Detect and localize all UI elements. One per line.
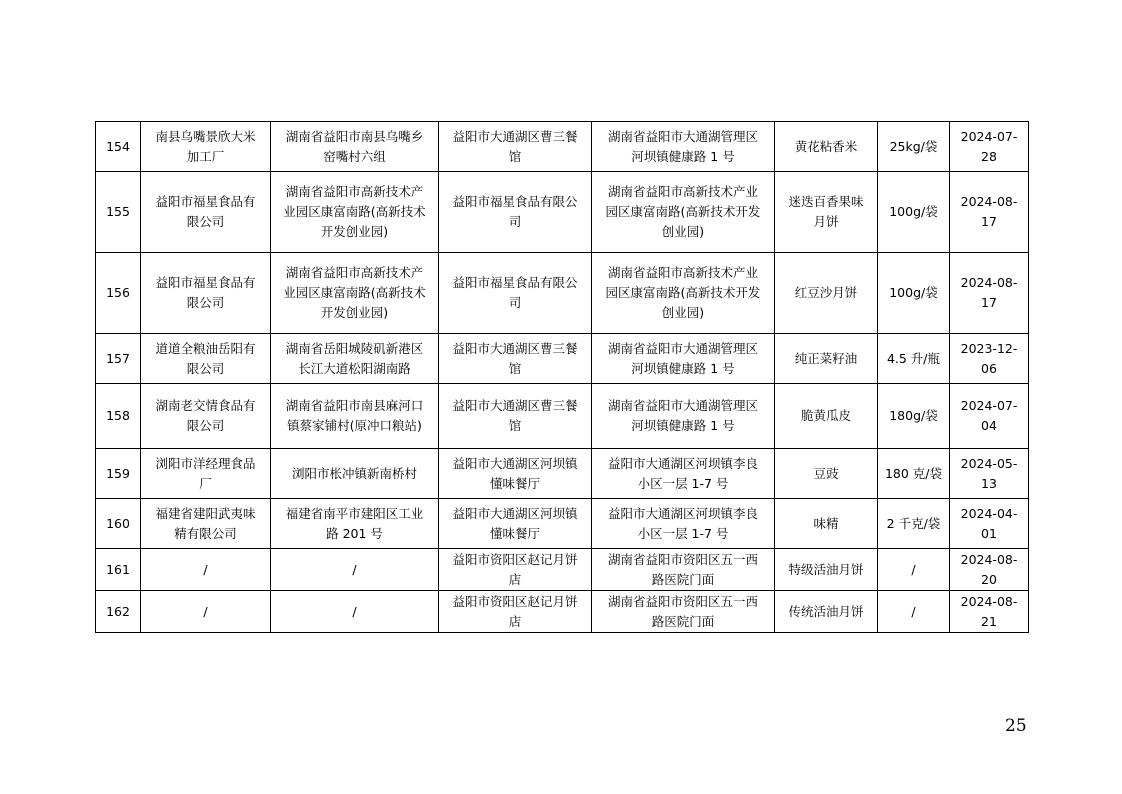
seller-name-cell: 益阳市资阳区赵记月饼 店 [439, 549, 592, 591]
producer-address-cell: 湖南省益阳市南县乌嘴乡 窑嘴村六组 [271, 122, 439, 172]
row-number-cell: 155 [96, 172, 141, 253]
product-spec-cell: / [878, 549, 950, 591]
producer-name-cell: / [141, 591, 271, 633]
production-date-cell: 2024-07-04 [950, 384, 1029, 449]
table-row [96, 253, 1029, 334]
seller-address-cell: 湖南省益阳市大通湖管理区 河坝镇健康路 1 号 [592, 122, 775, 172]
product-name-cell: 迷迭百香果味 月饼 [775, 172, 878, 253]
production-date-cell: 2024-08-21 [950, 591, 1029, 633]
seller-name-cell: 益阳市资阳区赵记月饼 店 [439, 591, 592, 633]
seller-address-cell: 益阳市大通湖区河坝镇李良 小区一层 1-7 号 [592, 499, 775, 549]
seller-name-cell: 益阳市福星食品有限公 司 [439, 172, 592, 253]
producer-address-cell: / [271, 549, 439, 591]
table-row [96, 384, 1029, 449]
production-date-cell: 2024-07-28 [950, 122, 1029, 172]
producer-name-cell: 南县乌嘴景欣大米 加工厂 [141, 122, 271, 172]
production-date-cell: 2023-12-06 [950, 334, 1029, 384]
producer-name-cell: 浏阳市洋经理食品 厂 [141, 449, 271, 499]
product-name-cell: 纯正菜籽油 [775, 334, 878, 384]
row-number-cell: 159 [96, 449, 141, 499]
inspection-table [95, 121, 1029, 633]
page-number: 25 [1005, 716, 1027, 736]
product-spec-cell: 25kg/袋 [878, 122, 950, 172]
producer-name-cell: 福建省建阳武夷味 精有限公司 [141, 499, 271, 549]
production-date-cell: 2024-05-13 [950, 449, 1029, 499]
producer-address-cell: 湖南省益阳市南县麻河口 镇蔡家铺村(原冲口粮站) [271, 384, 439, 449]
seller-name-cell: 益阳市大通湖区河坝镇 懂味餐厅 [439, 499, 592, 549]
producer-name-cell: 湖南老交情食品有 限公司 [141, 384, 271, 449]
producer-address-cell: 湖南省益阳市高新技术产 业园区康富南路(高新技术 开发创业园) [271, 172, 439, 253]
product-name-cell: 豆豉 [775, 449, 878, 499]
table-row [96, 334, 1029, 384]
product-name-cell: 传统活油月饼 [775, 591, 878, 633]
product-spec-cell: 100g/袋 [878, 253, 950, 334]
producer-name-cell: / [141, 549, 271, 591]
product-name-cell: 特级活油月饼 [775, 549, 878, 591]
seller-name-cell: 益阳市大通湖区曹三餐 馆 [439, 334, 592, 384]
product-name-cell: 味精 [775, 499, 878, 549]
seller-name-cell: 益阳市大通湖区河坝镇 懂味餐厅 [439, 449, 592, 499]
table-row [96, 499, 1029, 549]
product-name-cell: 红豆沙月饼 [775, 253, 878, 334]
producer-address-cell: 湖南省益阳市高新技术产 业园区康富南路(高新技术 开发创业园) [271, 253, 439, 334]
product-name-cell: 脆黄瓜皮 [775, 384, 878, 449]
producer-name-cell: 益阳市福星食品有 限公司 [141, 172, 271, 253]
row-number-cell: 157 [96, 334, 141, 384]
seller-name-cell: 益阳市大通湖区曹三餐 馆 [439, 384, 592, 449]
product-spec-cell: / [878, 591, 950, 633]
product-spec-cell: 180g/袋 [878, 384, 950, 449]
seller-address-cell: 湖南省益阳市大通湖管理区 河坝镇健康路 1 号 [592, 384, 775, 449]
table-row [96, 172, 1029, 253]
production-date-cell: 2024-08-17 [950, 253, 1029, 334]
production-date-cell: 2024-08-20 [950, 549, 1029, 591]
row-number-cell: 160 [96, 499, 141, 549]
producer-address-cell: 湖南省岳阳城陵矶新港区 长江大道松阳湖南路 [271, 334, 439, 384]
production-date-cell: 2024-04-01 [950, 499, 1029, 549]
row-number-cell: 158 [96, 384, 141, 449]
producer-name-cell: 益阳市福星食品有 限公司 [141, 253, 271, 334]
row-number-cell: 154 [96, 122, 141, 172]
seller-address-cell: 湖南省益阳市大通湖管理区 河坝镇健康路 1 号 [592, 334, 775, 384]
producer-address-cell: 浏阳市枨冲镇新南桥村 [271, 449, 439, 499]
product-spec-cell: 4.5 升/瓶 [878, 334, 950, 384]
producer-address-cell: / [271, 591, 439, 633]
seller-address-cell: 湖南省益阳市资阳区五一西 路医院门面 [592, 591, 775, 633]
row-number-cell: 156 [96, 253, 141, 334]
seller-address-cell: 益阳市大通湖区河坝镇李良 小区一层 1-7 号 [592, 449, 775, 499]
seller-address-cell: 湖南省益阳市高新技术产业 园区康富南路(高新技术开发 创业园) [592, 253, 775, 334]
table-row [96, 449, 1029, 499]
production-date-cell: 2024-08-17 [950, 172, 1029, 253]
row-number-cell: 161 [96, 549, 141, 591]
row-number-cell: 162 [96, 591, 141, 633]
table-row [96, 591, 1029, 633]
seller-name-cell: 益阳市福星食品有限公 司 [439, 253, 592, 334]
table-row [96, 549, 1029, 591]
product-spec-cell: 180 克/袋 [878, 449, 950, 499]
seller-address-cell: 湖南省益阳市资阳区五一西 路医院门面 [592, 549, 775, 591]
producer-name-cell: 道道全粮油岳阳有 限公司 [141, 334, 271, 384]
seller-address-cell: 湖南省益阳市高新技术产业 园区康富南路(高新技术开发 创业园) [592, 172, 775, 253]
table-row [96, 122, 1029, 172]
product-spec-cell: 100g/袋 [878, 172, 950, 253]
seller-name-cell: 益阳市大通湖区曹三餐 馆 [439, 122, 592, 172]
product-spec-cell: 2 千克/袋 [878, 499, 950, 549]
producer-address-cell: 福建省南平市建阳区工业 路 201 号 [271, 499, 439, 549]
product-name-cell: 黄花粘香米 [775, 122, 878, 172]
